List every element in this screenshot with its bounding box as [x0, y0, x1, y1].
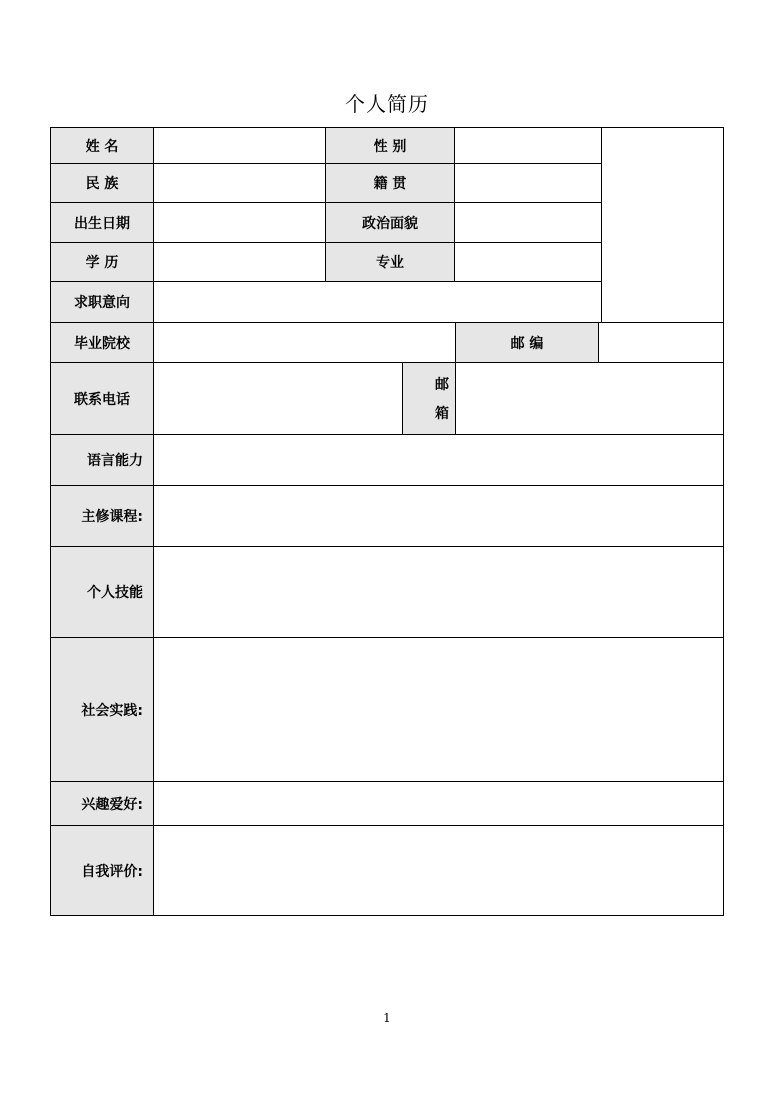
photo-area[interactable]: [601, 127, 724, 323]
label-job-intention: 求职意向: [50, 281, 154, 323]
label-ethnicity: 民 族: [50, 163, 154, 203]
birth-date-field[interactable]: [153, 202, 326, 243]
self-evaluation-field[interactable]: [153, 825, 724, 916]
label-gender: 性 别: [325, 127, 455, 164]
postal-code-field[interactable]: [598, 322, 724, 363]
label-education: 学 历: [50, 242, 154, 282]
page-title: 个人简历: [345, 92, 429, 116]
label-email-char-2: 箱: [435, 406, 449, 423]
major-field[interactable]: [454, 242, 602, 282]
skills-field[interactable]: [153, 546, 724, 638]
label-courses: 主修课程:: [50, 485, 154, 547]
phone-field[interactable]: [153, 362, 403, 435]
native-place-field[interactable]: [454, 163, 602, 203]
education-field[interactable]: [153, 242, 326, 282]
label-postal-code: 邮 编: [455, 322, 599, 363]
political-status-field[interactable]: [454, 202, 602, 243]
label-birth-date: 出生日期: [50, 202, 154, 243]
hobbies-field[interactable]: [153, 781, 724, 826]
label-graduated-school: 毕业院校: [50, 322, 154, 363]
label-email: [402, 362, 456, 435]
label-hobbies: 兴趣爱好:: [50, 781, 154, 826]
email-field[interactable]: [455, 362, 724, 435]
job-intention-field[interactable]: [153, 281, 602, 323]
label-self-evaluation: 自我评价:: [50, 825, 154, 916]
label-language: 语言能力: [50, 434, 154, 486]
courses-field[interactable]: [153, 485, 724, 547]
label-name: 姓 名: [50, 127, 154, 164]
graduated-school-field[interactable]: [153, 322, 456, 363]
label-phone: 联系电话: [50, 362, 154, 435]
label-skills: 个人技能: [50, 546, 154, 638]
ethnicity-field[interactable]: [153, 163, 326, 203]
label-practice: 社会实践:: [50, 637, 154, 782]
label-political-status: 政治面貌: [325, 202, 455, 243]
name-field[interactable]: [153, 127, 326, 164]
label-email-char-1: 邮: [435, 376, 449, 393]
practice-field[interactable]: [153, 637, 724, 782]
page-number: 1: [383, 1011, 391, 1025]
label-major: 专业: [325, 242, 455, 282]
resume-form: [50, 127, 724, 916]
language-field[interactable]: [153, 434, 724, 486]
label-native-place: 籍 贯: [325, 163, 455, 203]
gender-field[interactable]: [454, 127, 602, 164]
